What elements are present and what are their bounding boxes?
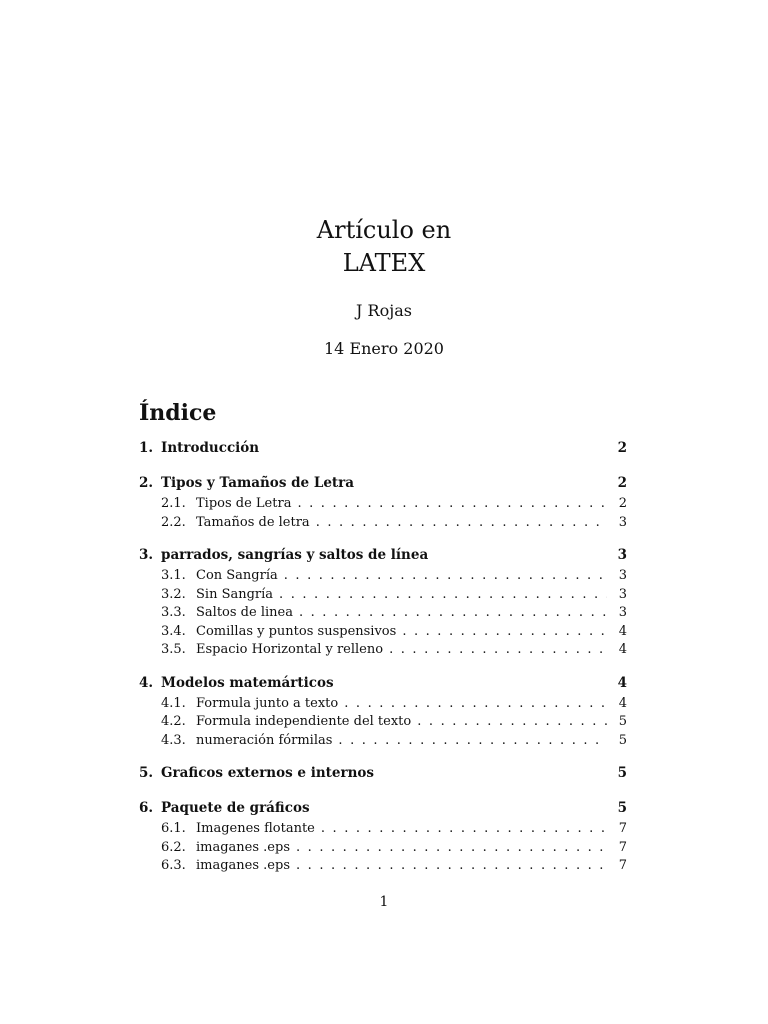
toc-subsection-page: 7 — [618, 821, 627, 836]
toc-subsection-title: Imagenes flotante — [196, 821, 315, 836]
toc-section-entry[interactable] — [139, 765, 627, 786]
toc-subsection-entry[interactable] — [139, 696, 627, 715]
dot-leader — [316, 515, 607, 530]
toc-section-number: 4. — [139, 674, 154, 691]
toc-subsection-page: 7 — [618, 858, 627, 873]
toc-subsection-title: Sin Sangría — [196, 586, 274, 602]
toc-subsection-entry[interactable] — [139, 568, 627, 587]
toc-subsection-entry[interactable] — [139, 642, 627, 661]
toc-section — [139, 475, 627, 533]
toc-subsection-entry[interactable] — [139, 821, 627, 840]
toc-section-page: 2 — [617, 440, 627, 456]
toc-subsection-page: 5 — [618, 714, 627, 729]
toc-subsection-number: 4.2. — [161, 714, 186, 729]
toc-subsection-title: Comillas y puntos suspensivos — [196, 623, 397, 639]
toc-subsection-number: 6.2. — [161, 839, 186, 855]
toc-section-page: 4 — [617, 674, 627, 691]
toc-section-title: Graficos externos e internos — [161, 765, 375, 781]
toc-section-title: Paquete de gráficos — [161, 800, 310, 816]
dot-leader — [402, 624, 607, 639]
toc-subsection-entry[interactable] — [139, 624, 627, 643]
toc-section-title: parrados, sangrías y saltos de línea — [161, 547, 429, 563]
document-date: 14 Enero 2020 — [324, 339, 444, 358]
dot-leader — [284, 568, 607, 583]
toc-section-title: Tipos y Tamaños de Letra — [161, 475, 355, 491]
toc-subsection-number: 2.2. — [161, 514, 186, 530]
toc-section-entry[interactable] — [139, 800, 627, 821]
toc-subsection-entry[interactable] — [139, 587, 627, 606]
toc-section-number: 2. — [139, 475, 154, 491]
toc-section-entry[interactable] — [139, 440, 627, 461]
toc-subsection-number: 2.1. — [161, 496, 186, 511]
toc-subsection-number: 4.1. — [161, 695, 186, 711]
toc-subsection-title: Formula junto a texto — [196, 695, 339, 711]
toc-subsection-title: Tamaños de letra — [196, 514, 310, 530]
toc-section — [139, 800, 627, 877]
title-line-1: Artículo en — [316, 216, 452, 244]
table-of-contents — [139, 440, 627, 891]
document-author: J Rojas — [356, 301, 412, 320]
toc-section-entry[interactable] — [139, 675, 627, 696]
toc-subsection-title: numeración fórmilas — [196, 732, 333, 748]
toc-subsection-page: 2 — [618, 496, 627, 511]
dot-leader — [417, 714, 607, 729]
toc-section-entry[interactable] — [139, 475, 627, 496]
dot-leader — [279, 587, 607, 602]
toc-subsection-entry[interactable] — [139, 840, 627, 859]
toc-subsection-title: Tipos de Letra — [196, 496, 292, 511]
toc-subsection-page: 3 — [618, 605, 627, 620]
toc-subsection-title: Con Sangría — [196, 568, 278, 583]
toc-subsection-entry[interactable] — [139, 733, 627, 752]
toc-subsection-entry[interactable] — [139, 605, 627, 624]
toc-section-page: 5 — [617, 800, 627, 816]
toc-subsection-number: 6.1. — [161, 821, 186, 836]
toc-subsection-number: 3.2. — [161, 586, 186, 602]
toc-subsection-page: 4 — [618, 623, 627, 639]
toc-section-number: 6. — [139, 800, 154, 816]
toc-section-page: 5 — [617, 765, 627, 781]
toc-section — [139, 765, 627, 786]
title-line-2: LATEX — [342, 249, 426, 277]
toc-subsection-number: 3.4. — [161, 623, 186, 639]
toc-subsection-page: 5 — [618, 732, 627, 748]
toc-section-page: 3 — [617, 547, 627, 563]
page-number: 1 — [379, 894, 389, 910]
toc-subsection-title: imaganes .eps — [196, 858, 290, 873]
toc-subsection-page: 3 — [618, 586, 627, 602]
toc-section-number: 1. — [139, 440, 154, 456]
dot-leader — [321, 821, 607, 836]
toc-subsection-number: 3.3. — [161, 605, 186, 620]
toc-subsection-page: 4 — [618, 642, 627, 657]
document-title — [0, 214, 768, 280]
toc-section-number: 5. — [139, 765, 154, 781]
toc-subsection-title: Formula independiente del texto — [196, 714, 412, 729]
toc-subsection-title: Saltos de linea — [196, 605, 293, 620]
toc-subsection-entry[interactable] — [139, 858, 627, 877]
toc-section-entry[interactable] — [139, 547, 627, 568]
dot-leader — [344, 696, 607, 711]
toc-section — [139, 675, 627, 752]
toc-section-number: 3. — [139, 547, 154, 563]
toc-section-title: Modelos matemárticos — [161, 674, 334, 691]
toc-section — [139, 547, 627, 661]
toc-section-title: Introducción — [161, 440, 260, 456]
toc-subsection-number: 4.3. — [161, 732, 186, 748]
toc-subsection-number: 6.3. — [161, 858, 186, 873]
toc-subsection-title: imaganes .eps — [196, 839, 290, 855]
toc-subsection-number: 3.5. — [161, 642, 186, 657]
toc-subsection-page: 4 — [618, 695, 627, 711]
toc-section-page: 2 — [617, 475, 627, 491]
toc-heading: Índice — [139, 400, 217, 426]
toc-subsection-page: 3 — [618, 568, 627, 583]
toc-subsection-entry[interactable] — [139, 496, 627, 515]
toc-subsection-page: 7 — [618, 839, 627, 855]
dot-leader — [299, 605, 607, 620]
toc-subsection-number: 3.1. — [161, 568, 186, 583]
toc-subsection-entry[interactable] — [139, 714, 627, 733]
toc-subsection-title: Espacio Horizontal y relleno — [196, 642, 384, 657]
dot-leader — [389, 642, 607, 657]
toc-subsection-entry[interactable] — [139, 515, 627, 534]
dot-leader — [296, 858, 607, 873]
dot-leader — [296, 840, 607, 855]
dot-leader — [338, 733, 607, 748]
toc-subsection-page: 3 — [618, 514, 627, 530]
toc-section — [139, 440, 627, 461]
dot-leader — [297, 496, 607, 511]
